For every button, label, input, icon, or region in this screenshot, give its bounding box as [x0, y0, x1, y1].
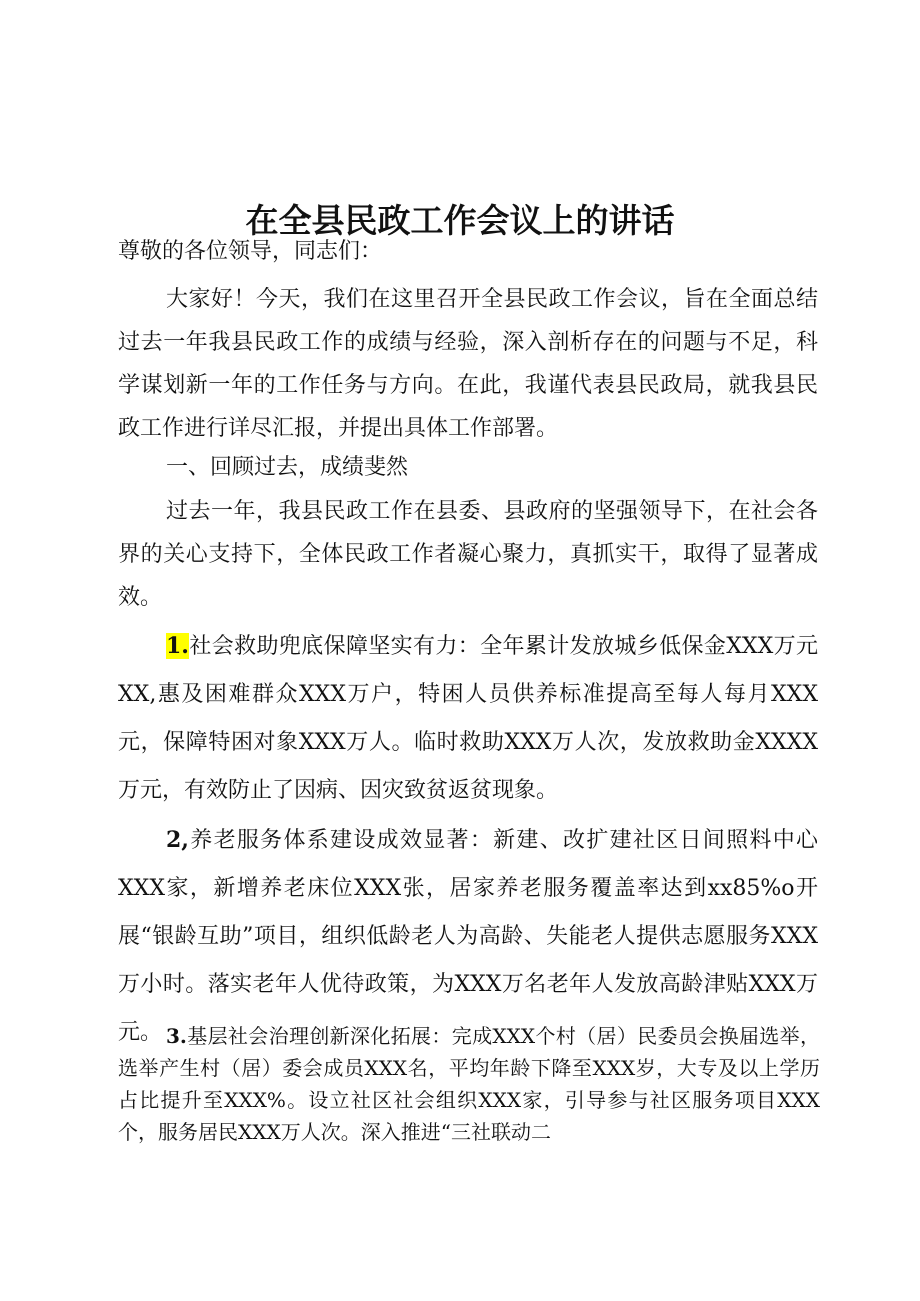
- item-text: 养老服务体系建设成效显著：新建、改扩建社区日间照料中心XXX家，新增养老床位XXX张，居家养老服务覆盖率达到xx85%o开展“银龄互助”项目，组织低龄老人为高龄、失能老人提供志愿服务XXX万小时。落实老年人优待政策，为XXX万名老年人发放高龄津贴XXX万元。: [118, 828, 818, 1045]
- item-number-highlight: 1.: [166, 633, 189, 659]
- item-text: 社会救助兜底保障坚实有力：全年累计发放城乡低保金XXX万元XX,惠及困难群众XXX万户，特困人员供养标准提高至每人每月XXX元，保障特困对象XXX万人。临时救助XXX万人次，发放救助金XXXX万元，有效防止了因病、因灾致贫返贫现象。: [118, 634, 818, 803]
- intro-paragraph: 大家好！今天，我们在这里召开全县民政工作会议，旨在全面总结过去一年我县民政工作的成绩与经验，深入剖析存在的问题与不足，科学谋划新一年的工作任务与方向。在此，我谨代表县民政局，就我县民政工作进行详尽汇报，并提出具体工作部署。: [118, 287, 818, 441]
- item-text: 基层社会治理创新深化拓展：完成XXX个村（居）民委员会换届选举，选举产生村（居）委会成员XXX名，平均年龄下降至XXX岁，大专及以上学历占比提升至XXX%。设立社区社会组织XXX家，引导参与社区服务项目XXX个，服务居民XXX万人次。深入推进“三社联动二: [118, 1024, 820, 1144]
- document-title: 在全县民政工作会议上的讲话: [245, 201, 675, 241]
- item-grassroots-governance: [118, 1020, 820, 1148]
- review-paragraph: 过去一年，我县民政工作在县委、县政府的坚强领导下，在社会各界的关心支持下，全体民政工作者凝心聚力，真抓实干，取得了显著成效。: [118, 499, 818, 610]
- item-social-assistance: [118, 622, 818, 815]
- item-number: 3.: [166, 1024, 187, 1048]
- section-heading-review: 一、回顾过去，成绩斐然: [166, 455, 409, 480]
- salutation: 尊敬的各位领导，同志们：: [118, 239, 383, 264]
- item-number: 2,: [166, 827, 189, 853]
